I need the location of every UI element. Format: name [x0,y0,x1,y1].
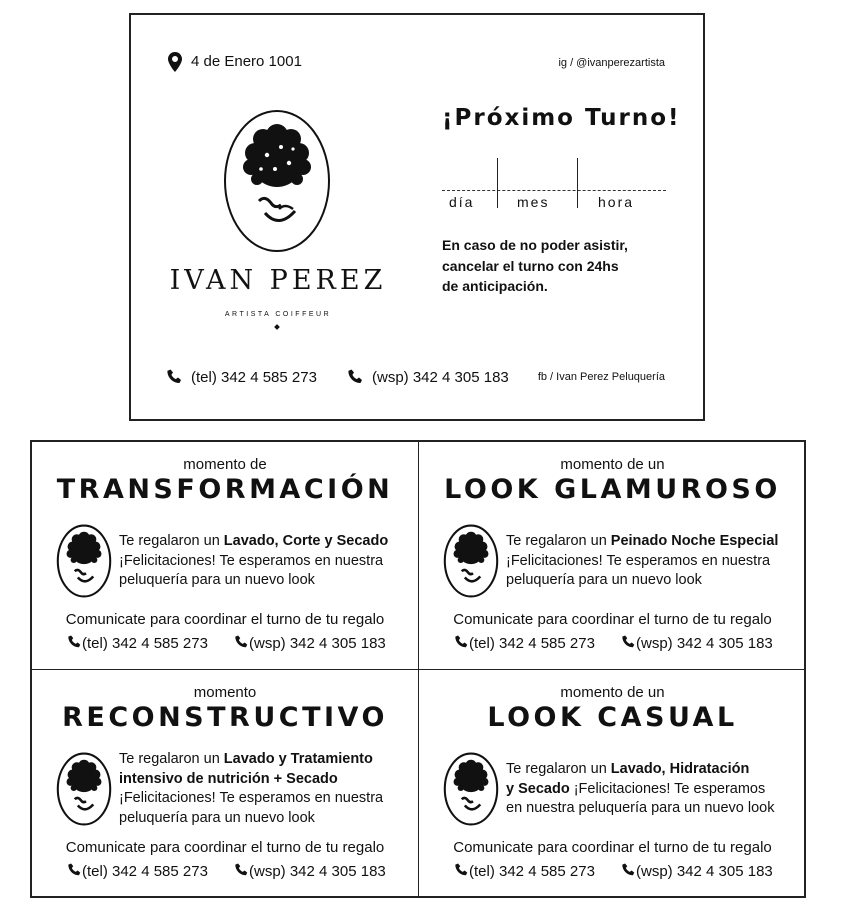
phone-icon [455,635,469,652]
phone-wsp-text: (wsp) 342 4 305 183 [249,635,386,652]
gift-service: Peinado Noche Especial [610,533,779,549]
voucher-pretitle: momento de [183,456,267,473]
phone-icon [167,369,183,385]
gift-intro: Te regalaron un [506,761,611,777]
gift-voucher-sheet [30,440,806,898]
cancellation-line: de anticipación. [442,278,548,294]
address-text: 4 de Enero 1001 [191,53,302,70]
instagram-handle: ig / @ivanperezartista [558,57,665,69]
phone-wsp-text: (wsp) 342 4 305 183 [636,635,773,652]
phone-icon [235,635,249,652]
gift-line-extra [506,553,770,589]
gift-closing: ¡Felicitaciones! Te esperamos [569,780,766,797]
gift-line-extra [119,771,383,826]
gift-service: Lavado y Tratamiento [223,751,373,767]
gift-description [119,532,409,591]
gift-service: intensivo de nutrición + Secado [119,770,338,787]
coordinate-instruction: Comunicate para coordinar el turno de tu regalo [453,611,772,628]
gift-voucher [32,670,419,898]
gift-voucher [419,670,806,898]
next-appointment-title: ¡Próximo Turno! [442,105,681,131]
gift-closing: peluquería para un nuevo look [119,572,315,588]
phone-icon [455,863,469,880]
facebook-handle: fb / Ivan Perez Peluquería [537,371,665,383]
voucher-title: TRANSFORMACIÓN [56,474,394,505]
gift-description [506,532,796,591]
phone-whatsapp[interactable] [235,635,386,652]
gift-closing: ¡Felicitaciones! Te esperamos en nuestra [506,552,771,569]
phone-tel[interactable] [68,635,208,652]
barber-logo-icon [56,524,112,598]
phone-wsp-text: (wsp) 342 4 305 183 [249,863,386,880]
field-hour-label: hora [598,194,635,210]
gift-line-extra [506,781,774,817]
divider-month-hour [577,158,578,208]
phone-tel-text: (tel) 342 4 585 273 [469,635,595,652]
cancellation-note [442,235,682,297]
gift-service: Lavado, Corte y Secado [223,533,389,549]
phone-whatsapp[interactable] [622,635,773,652]
cancellation-line: En caso de no poder asistir, [442,237,628,253]
phone-tel[interactable]: (tel) 342 4 585 273 [191,369,317,386]
gift-line-extra [119,553,383,589]
phone-whatsapp[interactable] [235,863,386,880]
gift-description [119,750,409,828]
barber-logo-icon [56,752,112,826]
gift-closing: ¡Felicitaciones! Te esperamos en nuestra [119,552,384,569]
voucher-title: RECONSTRUCTIVO [62,702,388,733]
brand-name: IVAN PEREZ [169,265,387,296]
cancellation-line: cancelar el turno con 24hs [442,257,619,274]
phone-tel[interactable] [455,635,595,652]
barber-logo-icon [443,524,499,598]
gift-voucher [32,442,419,670]
phone-tel-text: (tel) 342 4 585 273 [82,635,208,652]
phone-icon [68,635,82,652]
phone-tel[interactable] [68,863,208,880]
phone-whatsapp[interactable] [622,863,773,880]
phone-icon [68,863,82,880]
voucher-pretitle: momento [193,684,257,701]
gift-closing: ¡Felicitaciones! Te esperamos en nuestra [119,790,384,806]
gift-voucher [419,442,806,670]
phone-icon [348,369,364,385]
voucher-pretitle: momento de un [560,684,665,701]
voucher-title: LOOK CASUAL [487,702,738,733]
gift-closing: en nuestra peluquería para un nuevo look [506,800,775,816]
gift-service: Lavado, Hidratación [610,761,750,777]
divider-day-month [497,158,498,208]
voucher-pretitle: momento de un [560,456,665,473]
coordinate-instruction: Comunicate para coordinar el turno de tu regalo [65,611,385,628]
brand-ornament [274,324,280,330]
coordinate-instruction: Comunicate para coordinar el turno de tu regalo [453,839,772,856]
gift-closing: peluquería para un nuevo look [119,809,315,826]
gift-service: y Secado [506,780,570,797]
gift-intro: Te regalaron un [119,533,224,549]
location-pin-icon [168,52,182,72]
gift-closing: peluquería para un nuevo look [506,572,702,588]
phone-icon [622,635,636,652]
coordinate-instruction: Comunicate para coordinar el turno de tu regalo [65,839,385,856]
gift-intro: Te regalaron un [119,751,224,767]
phone-tel-text: (tel) 342 4 585 273 [469,863,595,880]
phone-icon [622,863,636,880]
field-month-label: mes [517,194,550,210]
gift-intro: Te regalaron un [506,533,611,549]
brand-subtitle: ARTISTA COIFFEUR [224,311,332,318]
phone-tel-text: (tel) 342 4 585 273 [82,863,208,880]
phone-wsp-text: (wsp) 342 4 305 183 [636,863,773,880]
date-dashed-line [442,190,666,191]
voucher-title: LOOK GLAMUROSO [444,474,781,505]
appointment-card [129,13,705,421]
phone-whatsapp[interactable]: (wsp) 342 4 305 183 [372,369,509,386]
phone-tel[interactable] [455,863,595,880]
field-day-label: día [449,194,475,210]
barber-logo-icon [443,752,499,826]
barber-logo-icon [223,109,331,253]
phone-icon [235,863,249,880]
gift-description [506,760,796,819]
